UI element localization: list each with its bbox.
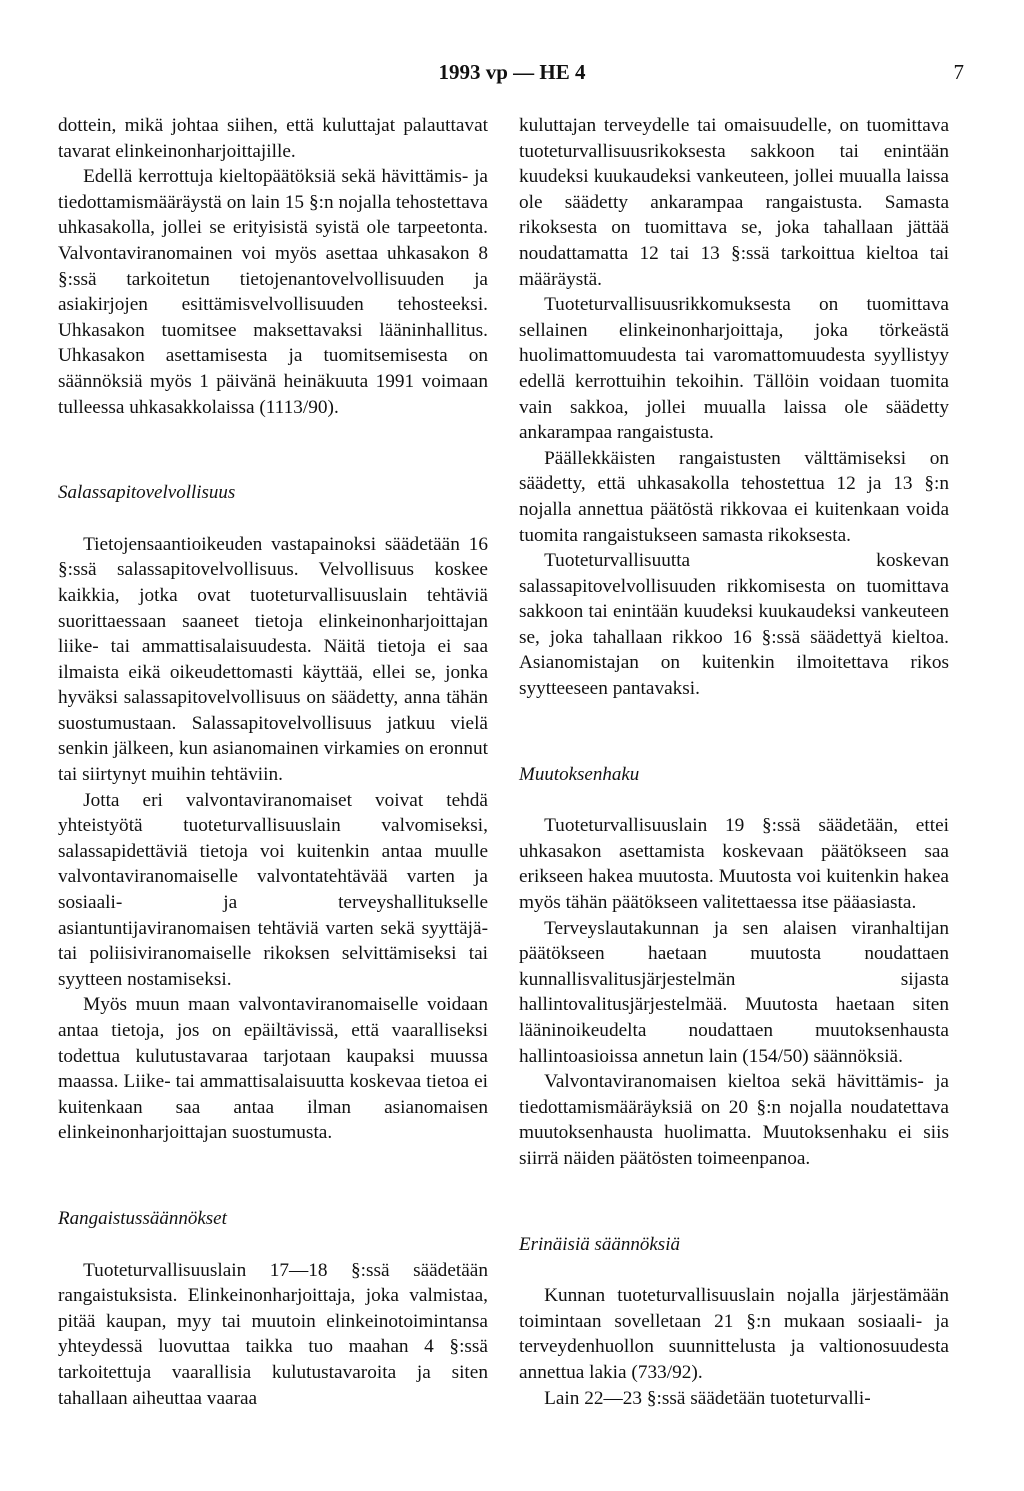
right-paragraph: Terveyslautakunnan ja sen alaisen viranhaltijan päätökseen haetaan muutosta noudattaen kunnallisvalitusjärjestelmän sijasta hallintovalitusjärjestelmää. Muutosta haetaan siten lääninoikeudelta noudattaen muutoksenhausta hallintoasioissa annetun lain (154/50) säännöksiä.: [519, 917, 949, 1067]
right-column: [519, 113, 949, 1411]
left-column: [58, 113, 488, 1411]
running-head: 1993 vp — HE 4: [438, 60, 586, 84]
right-paragraph: Lain 22—23 §:ssä säädetään tuoteturvalli-: [544, 1387, 871, 1409]
right-paragraph: Tuoteturvallisuusrikkomuksesta on tuomittava sellainen elinkeinonharjoittaja, joka törkeästä huolimattomuudesta tai varomattomuudesta syyllistyy edellä kerrottuihin tekoihin. Tällöin voidaan tuomita vain sakkoa, jollei muualla laissa ole säädetty ankarampaa rangaistusta.: [519, 294, 949, 444]
section-heading-erinaisia: Erinäisiä säännöksiä: [519, 1233, 680, 1255]
left-paragraph: Myös muun maan valvontaviranomaiselle voidaan antaa tietoja, jos on epäiltävissä, että vaaralliseksi todettua kulutustavaraa tarjotaan kaupaksi muussa maassa. Liike- tai ammattisalaisuutta koskevaa tietoa ei kuitenkaan saa antaa ilman asianomaisen elinkeinonharjoittajan suostumusta.: [58, 994, 488, 1144]
right-paragraph: Kunnan tuoteturvallisuuslain nojalla järjestämään toimintaan sovelletaan 21 §:n mukaan sosiaali- ja terveydenhuollon suunnittelusta ja valtionosuudesta annettua lakia (733/92).: [519, 1285, 949, 1383]
section-heading-muutoksenhaku: Muutoksenhaku: [519, 763, 640, 785]
left-paragraph: Tietojensaantioikeuden vastapainoksi säädetään 16 §:ssä salassapitovelvollisuus. Velvollisuus koskee kaikkia, jotka ovat tuoteturvallisuuslain tehtäviä suorittaessaan saaneet tietoja elinkeinonharjoittajan liike- tai ammattisalaisuudesta. Näitä tietoja ei saa ilmaista eikä oikeudettomasti käyttää, ellei se, jonka hyväksi salassapitovelvollisuus on säädetty, anna tähän suostumustaan. Salassapitovelvollisuus jatkuu vielä senkin jälkeen, kun asianomainen virkamies on eronnut tai siirtynyt muihin tehtäviin.: [58, 533, 488, 786]
left-paragraph: Tuoteturvallisuuslain 17—18 §:ssä säädetään rangaistuksista. Elinkeinonharjoittaja, joka valmistaa, pitää kaupan, myy tai muutoin elinkeinotoimintansa yhteydessä luovuttaa taikka tuo maahan 4 §:ssä tarkoitettuja vaarallisia kulutustavaroita ja siten tahallaan aiheuttaa vaaraa: [58, 1259, 488, 1409]
left-paragraph: Edellä kerrottuja kieltopäätöksiä sekä hävittämis- ja tiedottamismääräystä on lain 15 §:n nojalla tehostettava uhkasakolla, jollei se erityisistä syistä ole tarpeetonta. Valvontaviranomainen voi myös asettaa uhkasakon 8 §:ssä tarkoitetun tietojenantovelvollisuuden ja asiakirjojen esittämisvelvollisuuden tehosteeksi. Uhkasakon tuomitsee maksettavaksi lääninhallitus. Uhkasakon asettamisesta ja tuomitsemisesta on säännöksiä myös 1 päivänä heinäkuuta 1991 voimaan tulleessa uhkasakkolaissa (1113/90).: [58, 166, 488, 418]
section-heading-salassapito: Salassapitovelvollisuus: [58, 482, 236, 504]
section-heading-rangaistus: Rangaistussäännökset: [58, 1207, 227, 1229]
page-number: 7: [953, 60, 964, 84]
right-paragraph: Tuoteturvallisuuslain 19 §:ssä säädetään, ettei uhkasakon asettamista koskevaan päätökseen saa erikseen hakea muutosta. Muutosta voi kuitenkin hakea myös tähän päätökseen valitettaessa itse pääasiasta.: [519, 815, 949, 914]
right-paragraph: kuluttajan terveydelle tai omaisuudelle, on tuomittava tuoteturvallisuusrikoksesta sakkoon tai enintään kuudeksi kuukaudeksi vankeuteen, jollei muualla laissa ole säädetty ankarampaa rangaistusta. Samasta rikoksesta on tuomittava se, joka tahallaan jättää noudattamatta 12 tai 13 §:ssä tarkoittua kieltoa tai määräystä.: [519, 115, 949, 290]
right-paragraph: Tuoteturvallisuutta koskevan salassapitovelvollisuuden rikkomisesta on tuomittava sakkoon tai enintään kuudeksi kuukaudeksi vankeuteen se, joka tahallaan rikkoo 16 §:ssä säädettyä kieltoa. Asianomistajan on kuitenkin ilmoitettava rikos syytteeseen pantavaksi.: [519, 550, 949, 700]
right-paragraph: Valvontaviranomaisen kieltoa sekä hävittämis- ja tiedottamismääräyksiä on 20 §:n nojalla noudatettava muutoksenhausta huolimatta. Muutoksenhaku ei siis siirrä näiden päätösten toimeenpanoa.: [519, 1071, 949, 1169]
left-paragraph: dottein, mikä johtaa siihen, että kuluttajat palauttavat tavarat elinkeinonharjoittajille.: [58, 115, 488, 162]
left-paragraph: Jotta eri valvontaviranomaiset voivat tehdä yhteistyötä tuoteturvallisuuslain valvomiseksi, salassapidettäviä tietoja voi kuitenkin antaa muulle valvontaviranomaiselle valvontatehtävää varten ja sosiaali- ja terveyshallitukselle asiantuntijaviranomaisen tehtäviä varten sekä syyttäjä- tai poliisiviranomaiselle rikoksen selvittämiseksi tai syytteen nostamiseksi.: [58, 789, 488, 990]
right-paragraph: Päällekkäisten rangaistusten välttämiseksi on säädetty, että uhkasakolla tehostettua 12 ja 13 §:n nojalla annettua päätöstä rikkovaa ei kuitenkaan voida tuomita rangaistukseen samasta rikoksesta.: [519, 447, 949, 546]
page-header: [0, 60, 1024, 90]
